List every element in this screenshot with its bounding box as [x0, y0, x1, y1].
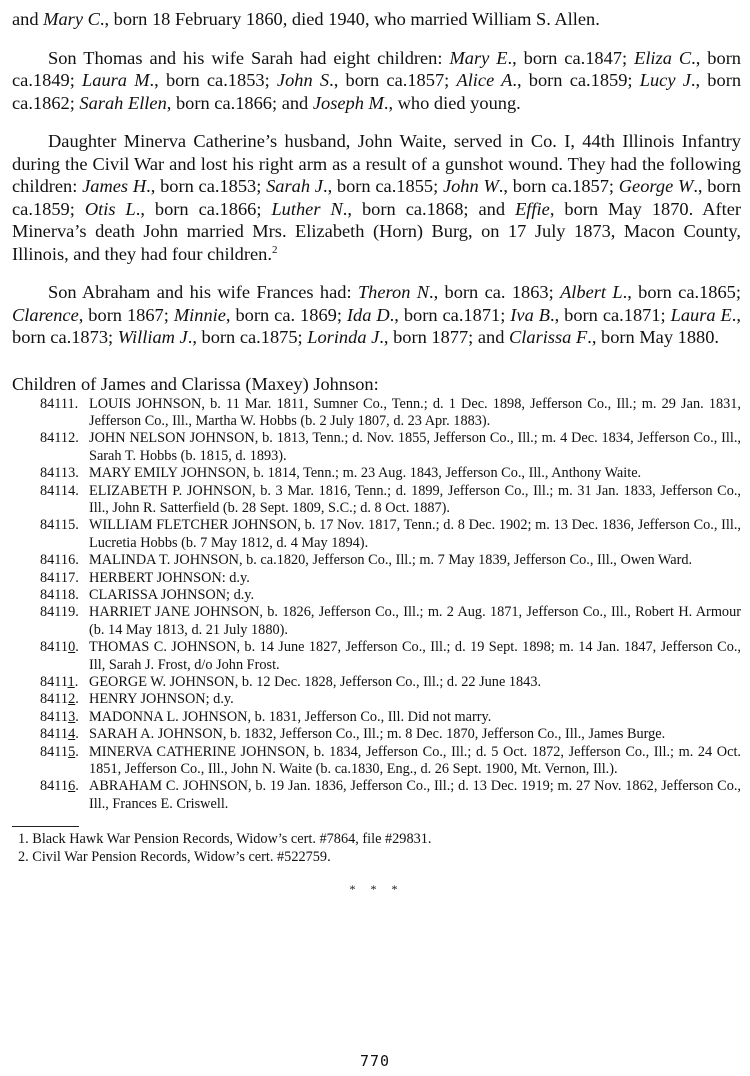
italic-name: Iva B — [510, 304, 550, 325]
paragraph-text: , born ca.1866; and — [166, 92, 313, 113]
child-entry — [12, 674, 741, 691]
entry-text: MALINDA T. JOHNSON, b. ca.1820, Jefferson Co., Ill.; m. 7 May 1839, Jefferson Co., Ill., Owen Ward. — [89, 552, 693, 569]
italic-name: Lucy J — [639, 70, 691, 90]
italic-name: Sarah Ellen — [79, 92, 167, 113]
paragraph-text: ., born May 1880. — [587, 327, 720, 347]
footnote: 1. Black Hawk War Pension Records, Widow’s cert. #7864, file #29831. — [18, 831, 432, 848]
page-body — [12, 8, 741, 897]
children-heading: Children of James and Clarissa (Maxey) Johnson: — [12, 373, 379, 394]
entry-number: 84115. — [40, 743, 79, 760]
paragraph — [12, 281, 741, 349]
entry-text: MINERVA CATHERINE JOHNSON, b. 1834, Jefferson Co., Ill.; d. 5 Oct. 1872, Jefferson Co., Ill.; m. 24 Oct. 1851, Jefferson Co., Ill., John N. Waite (b. ca.1830, Eng., d. 26 Sept. 1900, Mt. Vernon, Ill.). — [89, 743, 741, 778]
child-entry — [12, 587, 741, 604]
paragraph-text: Daughter Minerva Catherine’s husband, John Waite, served in Co. I, 44th Illinois Infantry during the Civil War and lost his right arm as a result of a gunshot wound. They had the following children: — [12, 131, 741, 196]
italic-name: Alice A — [456, 70, 513, 90]
paragraph-text: ., born ca.1873; — [12, 304, 741, 347]
footnotes — [12, 830, 741, 866]
section-separator: * * * — [349, 882, 404, 897]
footnote-ref: 2 — [271, 243, 278, 256]
children-list — [12, 396, 741, 814]
entry-number: 84111. — [40, 395, 79, 412]
paragraph-text: ., born ca.1853; — [149, 70, 277, 90]
child-entry — [12, 570, 741, 587]
footnote-rule — [12, 826, 79, 827]
italic-name: Mary C — [43, 9, 100, 29]
paragraph-text: ., born ca.1859; — [12, 176, 741, 219]
italic-name: Minnie — [173, 304, 226, 325]
paragraph — [12, 8, 741, 31]
entry-number: 84117. — [40, 569, 79, 586]
entry-number: 84118. — [40, 586, 79, 603]
italic-name: Albert L — [560, 282, 623, 302]
paragraph-text: Son Thomas and his wife Sarah had eight children: — [48, 47, 450, 68]
paragraph-text: ., born ca.1857; — [498, 176, 619, 196]
narrative-section — [12, 8, 741, 349]
entry-text: HENRY JOHNSON; d.y. — [89, 691, 234, 708]
entry-text: MARY EMILY JOHNSON, b. 1814, Tenn.; m. 23 Aug. 1843, Jefferson Co., Ill., Anthony Waite. — [89, 465, 642, 482]
paragraph — [12, 130, 741, 265]
entry-text: WILLIAM FLETCHER JOHNSON, b. 17 Nov. 1817, Tenn.; d. 8 Dec. 1902; m. 13 Dec. 1836, Jefferson Co., Ill., Lucretia Hobbs (b. 7 May 1812, d. 4 May 1894). — [89, 517, 741, 551]
italic-name: William J — [117, 327, 188, 347]
italic-name: Eliza C — [634, 47, 692, 68]
entry-number: 84112. — [40, 430, 79, 447]
child-entry — [12, 744, 741, 779]
child-entry — [12, 604, 741, 639]
italic-name: Otis L — [84, 198, 136, 219]
entry-number: 84111. — [40, 674, 79, 690]
paragraph-text: ., born ca.1871; — [549, 304, 671, 325]
italic-name: Mary E — [449, 47, 508, 68]
entry-number: 84112. — [40, 691, 79, 708]
italic-name: Laura E — [670, 304, 732, 325]
entry-text: SARAH A. JOHNSON, b. 1832, Jefferson Co., Ill.; m. 8 Dec. 1870, Jefferson Co., Ill., James Burge. — [89, 726, 666, 743]
child-entry — [12, 691, 741, 708]
paragraph-text: ., born ca.1859; — [512, 70, 640, 90]
paragraph-text: ., born ca.1862; — [12, 70, 742, 113]
italic-name: John W — [442, 176, 499, 196]
paragraph-text: ., born ca.1849; — [12, 47, 742, 90]
paragraph-text: ., born ca.1871; — [389, 304, 511, 325]
italic-name: Clarissa F — [509, 327, 588, 347]
italic-name: Theron N — [357, 282, 429, 302]
paragraph-text: , born 1867; — [78, 304, 174, 325]
entry-text: ABRAHAM C. JOHNSON, b. 19 Jan. 1836, Jefferson Co., Ill.; d. 13 Dec. 1919; m. 27 Nov. 1862, Jefferson Co., Ill., Frances E. Criswell. — [89, 778, 741, 812]
italic-name: James H — [82, 176, 147, 196]
italic-name: Effie — [515, 198, 550, 219]
paragraph-text: ., born ca. 1863; — [429, 282, 561, 302]
entry-text: CLARISSA JOHNSON; d.y. — [89, 586, 255, 603]
italic-name: John S — [276, 70, 330, 90]
child-entry — [12, 778, 741, 813]
entry-number: 84113. — [40, 465, 79, 482]
entry-number: 84114. — [40, 482, 79, 499]
entry-text: HARRIET JANE JOHNSON, b. 1826, Jefferson Co., Ill.; m. 2 Aug. 1871, Jefferson Co., Ill., Robert H. Armour (b. 14 May 1813, d. 21 July 1880). — [89, 604, 741, 638]
footnote: 2. Civil War Pension Records, Widow’s cert. #522759. — [18, 849, 331, 866]
paragraph-text: ., born ca.1865; — [622, 282, 741, 302]
entry-text: JOHN NELSON JOHNSON, b. 1813, Tenn.; d. Nov. 1855, Jefferson Co., Ill.; m. 4 Dec. 1834, Jefferson Co., Ill., Sarah T. Hobbs (b. 1815, d. 1893). — [89, 430, 741, 464]
italic-name: Ida D — [346, 304, 390, 325]
paragraph-text: ., born ca.1866; — [135, 198, 272, 219]
paragraph-text: , born May 1870. After Minerva’s death John married Mrs. Elizabeth (Horn) Burg, on 17 July 1873, Macon County, Illinois, and they had four children. — [12, 198, 742, 264]
paragraph-text: ., born ca.1855; — [322, 176, 443, 196]
italic-name: Luther N — [271, 198, 343, 219]
entry-number: 84113. — [40, 708, 79, 725]
paragraph-text: ., born ca.1875; — [187, 327, 308, 347]
paragraph-text: ., born ca.1853; — [146, 176, 267, 196]
paragraph-text: , born ca. 1869; — [225, 304, 347, 325]
paragraph-text: ., born 1877; and — [379, 327, 510, 347]
entry-number: 84114. — [40, 726, 79, 743]
child-entry — [12, 552, 741, 569]
entry-number: 84110. — [40, 639, 79, 656]
child-entry — [12, 430, 741, 465]
child-entry — [12, 709, 741, 726]
paragraph-text: Son Abraham and his wife Frances had: — [48, 282, 358, 302]
entry-number: 84116. — [40, 778, 79, 795]
italic-name: Joseph M — [312, 92, 384, 113]
child-entry — [12, 726, 741, 743]
child-entry — [12, 483, 741, 518]
italic-name: Laura M — [82, 70, 150, 90]
paragraph-text: ., born 18 February 1860, died 1940, who married William S. Allen. — [99, 9, 600, 29]
paragraph-text: ., born ca.1847; — [507, 47, 635, 68]
entry-text: THOMAS C. JOHNSON, b. 14 June 1827, Jefferson Co., Ill.; d. 19 Sept. 1898; m. 14 Jan. 1847, Jefferson Co., Ill, Sarah J. Frost, d/o John Frost. — [89, 639, 741, 673]
entry-text: MADONNA L. JOHNSON, b. 1831, Jefferson Co., Ill. Did not marry. — [89, 708, 492, 725]
entry-number: 84116. — [40, 552, 79, 569]
entry-text: HERBERT JOHNSON: d.y. — [89, 569, 250, 586]
page-number: 770 — [359, 1052, 391, 1070]
paragraph-text: ., born ca.1868; and — [342, 198, 516, 219]
italic-name: George W — [618, 176, 694, 196]
italic-name: Sarah J — [266, 176, 323, 196]
entry-text: ELIZABETH P. JOHNSON, b. 3 Mar. 1816, Tenn.; d. 1899, Jefferson Co., Ill.; m. 31 Jan. 1833, Jefferson Co., Ill., John R. Satterfield (b. 28 Sept. 1809, S.C.; d. 8 Oct. 1887). — [89, 482, 741, 516]
child-entry — [12, 465, 741, 482]
child-entry — [12, 639, 741, 674]
child-entry — [12, 517, 741, 552]
entry-number: 84115. — [40, 517, 79, 534]
paragraph-text: ., born ca.1857; — [329, 70, 457, 90]
paragraph-text: and — [12, 9, 44, 29]
entry-text: LOUIS JOHNSON, b. 11 Mar. 1811, Sumner Co., Tenn.; d. 1 Dec. 1898, Jefferson Co., Ill.; m. 29 Jan. 1831, Jefferson Co., Ill., Martha W. Hobbs (b. 2 July 1807, d. 23 Apr. 1883). — [89, 395, 741, 429]
entry-number: 84119. — [40, 604, 79, 621]
italic-name: Lorinda J — [307, 327, 380, 347]
italic-name: Clarence — [12, 304, 79, 325]
paragraph-text: ., who died young. — [383, 92, 521, 113]
child-entry — [12, 396, 741, 431]
entry-text: GEORGE W. JOHNSON, b. 12 Dec. 1828, Jefferson Co., Ill.; d. 22 June 1843. — [89, 674, 542, 690]
paragraph — [12, 47, 741, 115]
